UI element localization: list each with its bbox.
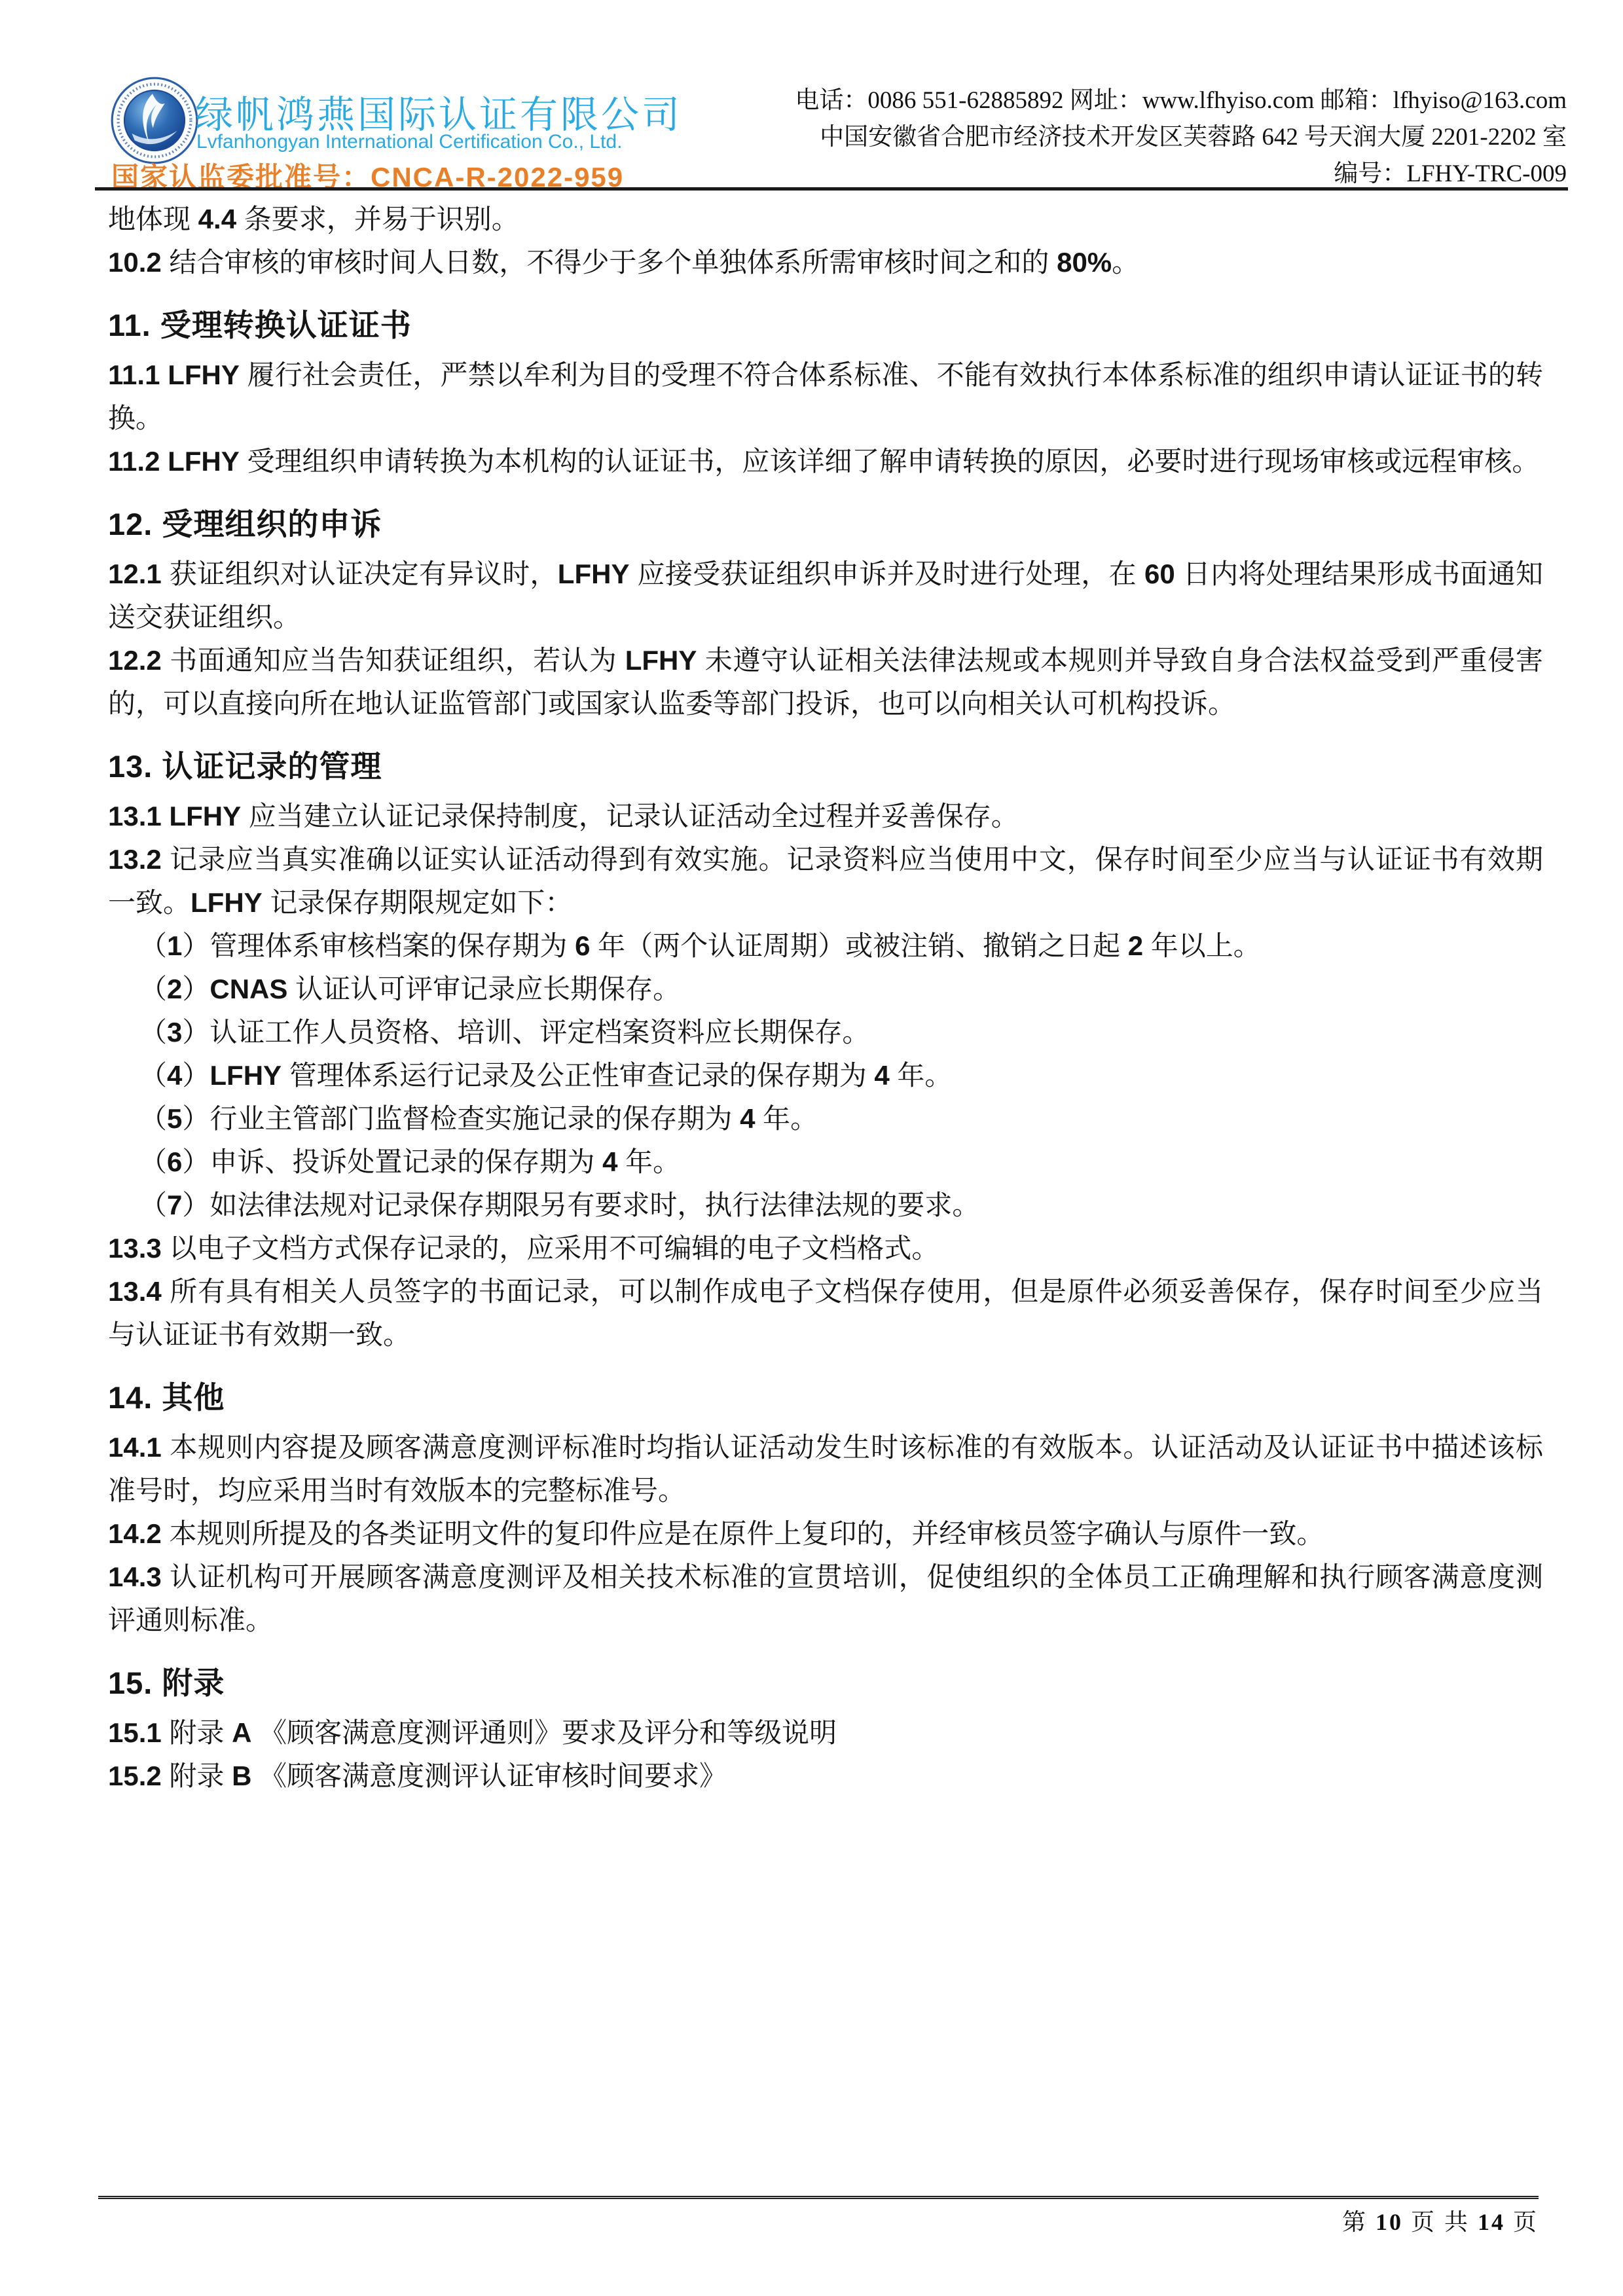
paragraph: 14.3 认证机构可开展顾客满意度测评及相关技术标准的宣贯培训，促使组织的全体员工正确理解和执行顾客满意度测评通则标准。 (108, 1561, 1543, 1635)
list-item-text: 申诉、投诉处置记录的保存期为 4 年。 (210, 1146, 681, 1177)
paragraph: 11.1 LFHY 履行社会责任，严禁以牟利为目的受理不符合体系标准、不能有效执行本体系标准的组织申请认证证书的转换。 (108, 359, 1544, 433)
list-item-marker: （3） (139, 1017, 210, 1048)
header-contact-block (637, 82, 1567, 192)
list-item (108, 1054, 1543, 1097)
list-item-marker: （1） (139, 930, 210, 961)
footer-divider (98, 2196, 1539, 2199)
company-logo-icon (110, 76, 199, 165)
doc-number-line: 编号：LFHY-TRC-009 (1334, 160, 1567, 187)
section-heading: 14. 其他 (108, 1380, 225, 1415)
list-item-text: 管理体系审核档案的保存期为 6 年（两个认证周期）或被注销、撤销之日起 2 年以上。 (210, 930, 1261, 961)
paragraph: 12.2 书面通知应当告知获证组织，若认为 LFHY 未遵守认证相关法律法规或本规则并导致自身合法权益受到严重侵害的，可以直接向所在地认证监管部门或国家认监委等部门投诉，也可以向相关认可机构投诉。 (108, 645, 1544, 719)
list-item-text: 行业主管部门监督检查实施记录的保存期为 4 年。 (210, 1103, 818, 1134)
list-item-text: 认证工作人员资格、培训、评定档案资料应长期保存。 (210, 1017, 870, 1048)
list-item (108, 1011, 1543, 1054)
list-item (108, 1140, 1543, 1184)
section-heading: 15. 附录 (108, 1666, 225, 1700)
approval-label: 国家认监委批准号： (111, 162, 371, 192)
list-item-text: CNAS 认证认可评审记录应长期保存。 (210, 974, 681, 1004)
paragraph: 11.2 LFHY 受理组织申请转换为本机构的认证证书，应该详细了解申请转换的原因，必要时进行现场审核或远程审核。 (108, 446, 1540, 477)
section-heading: 12. 受理组织的申诉 (108, 507, 382, 541)
list-item-marker: （7） (139, 1190, 210, 1220)
list-item-text: LFHY 管理体系运行记录及公正性审查记录的保存期为 4 年。 (210, 1060, 953, 1091)
company-name-cn: 绿帆鸿燕国际认证有限公司 (195, 94, 683, 136)
section-heading: 13. 认证记录的管理 (108, 749, 382, 784)
paragraph: 13.4 所有具有相关人员签字的书面记录，可以制作成电子文档保存使用，但是原件必须妥善保存，保存时间至少应当与认证证书有效期一致。 (108, 1276, 1543, 1350)
list-item (108, 1097, 1543, 1140)
list-item-text: 如法律法规对记录保存期限另有要求时，执行法律法规的要求。 (210, 1190, 980, 1220)
page-number: 第 10 页 共 14 页 (1341, 2209, 1539, 2235)
paragraph: 地体现 4.4 条要求，并易于识别。 (108, 204, 519, 234)
paragraph: 15.1 附录 A 《顾客满意度测评通则》要求及评分和等级说明 (108, 1717, 837, 1748)
contact-line: 电话：0086 551-62885892 网址：www.lfhyiso.com 邮箱：lfhyiso@163.com (795, 87, 1567, 114)
list-item-marker: （2） (139, 974, 210, 1004)
address-line: 中国安徽省合肥市经济技术开发区芙蓉路 642 号天润大厦 2201-2202 室 (820, 124, 1567, 151)
company-name-en: Lvfanhongyan International Certification Co., Ltd. (196, 131, 623, 153)
list-item (108, 924, 1543, 968)
list-item (108, 1184, 1543, 1227)
paragraph: 10.2 结合审核的审核时间人日数，不得少于多个单独体系所需审核时间之和的 80%。 (108, 247, 1140, 278)
paragraph: 13.2 记录应当真实准确以证实认证活动得到有效实施。记录资料应当使用中文，保存时间至少应当与认证证书有效期一致。LFHY 记录保存期限规定如下： (108, 844, 1543, 918)
list-item (108, 968, 1543, 1011)
paragraph: 13.3 以电子文档方式保存记录的，应采用不可编辑的电子文档格式。 (108, 1233, 939, 1264)
approval-number: CNCA-R-2022-959 (371, 162, 625, 192)
document-body (108, 198, 1543, 1798)
list-item-marker: （6） (139, 1146, 210, 1177)
paragraph: 12.1 获证组织对认证决定有异议时，LFHY 应接受获证组织申诉并及时进行处理，在 60 日内将处理结果形成书面通知送交获证组织。 (108, 558, 1544, 632)
header-divider (95, 187, 1568, 191)
paragraph: 13.1 LFHY 应当建立认证记录保持制度，记录认证活动全过程并妥善保存。 (108, 801, 1019, 831)
paragraph: 15.2 附录 B 《顾客满意度测评认证审核时间要求》 (108, 1760, 727, 1791)
section-heading: 11. 受理转换认证证书 (108, 308, 412, 342)
paragraph: 14.2 本规则所提及的各类证明文件的复印件应是在原件上复印的，并经审核员签字确认与原件一致。 (108, 1518, 1324, 1549)
list-item-marker: （5） (139, 1103, 210, 1134)
list-item-marker: （4） (139, 1060, 210, 1091)
paragraph: 14.1 本规则内容提及顾客满意度测评标准时均指认证活动发生时该标准的有效版本。认证活动及认证证书中描述该标准号时，均应采用当时有效版本的完整标准号。 (108, 1432, 1543, 1506)
